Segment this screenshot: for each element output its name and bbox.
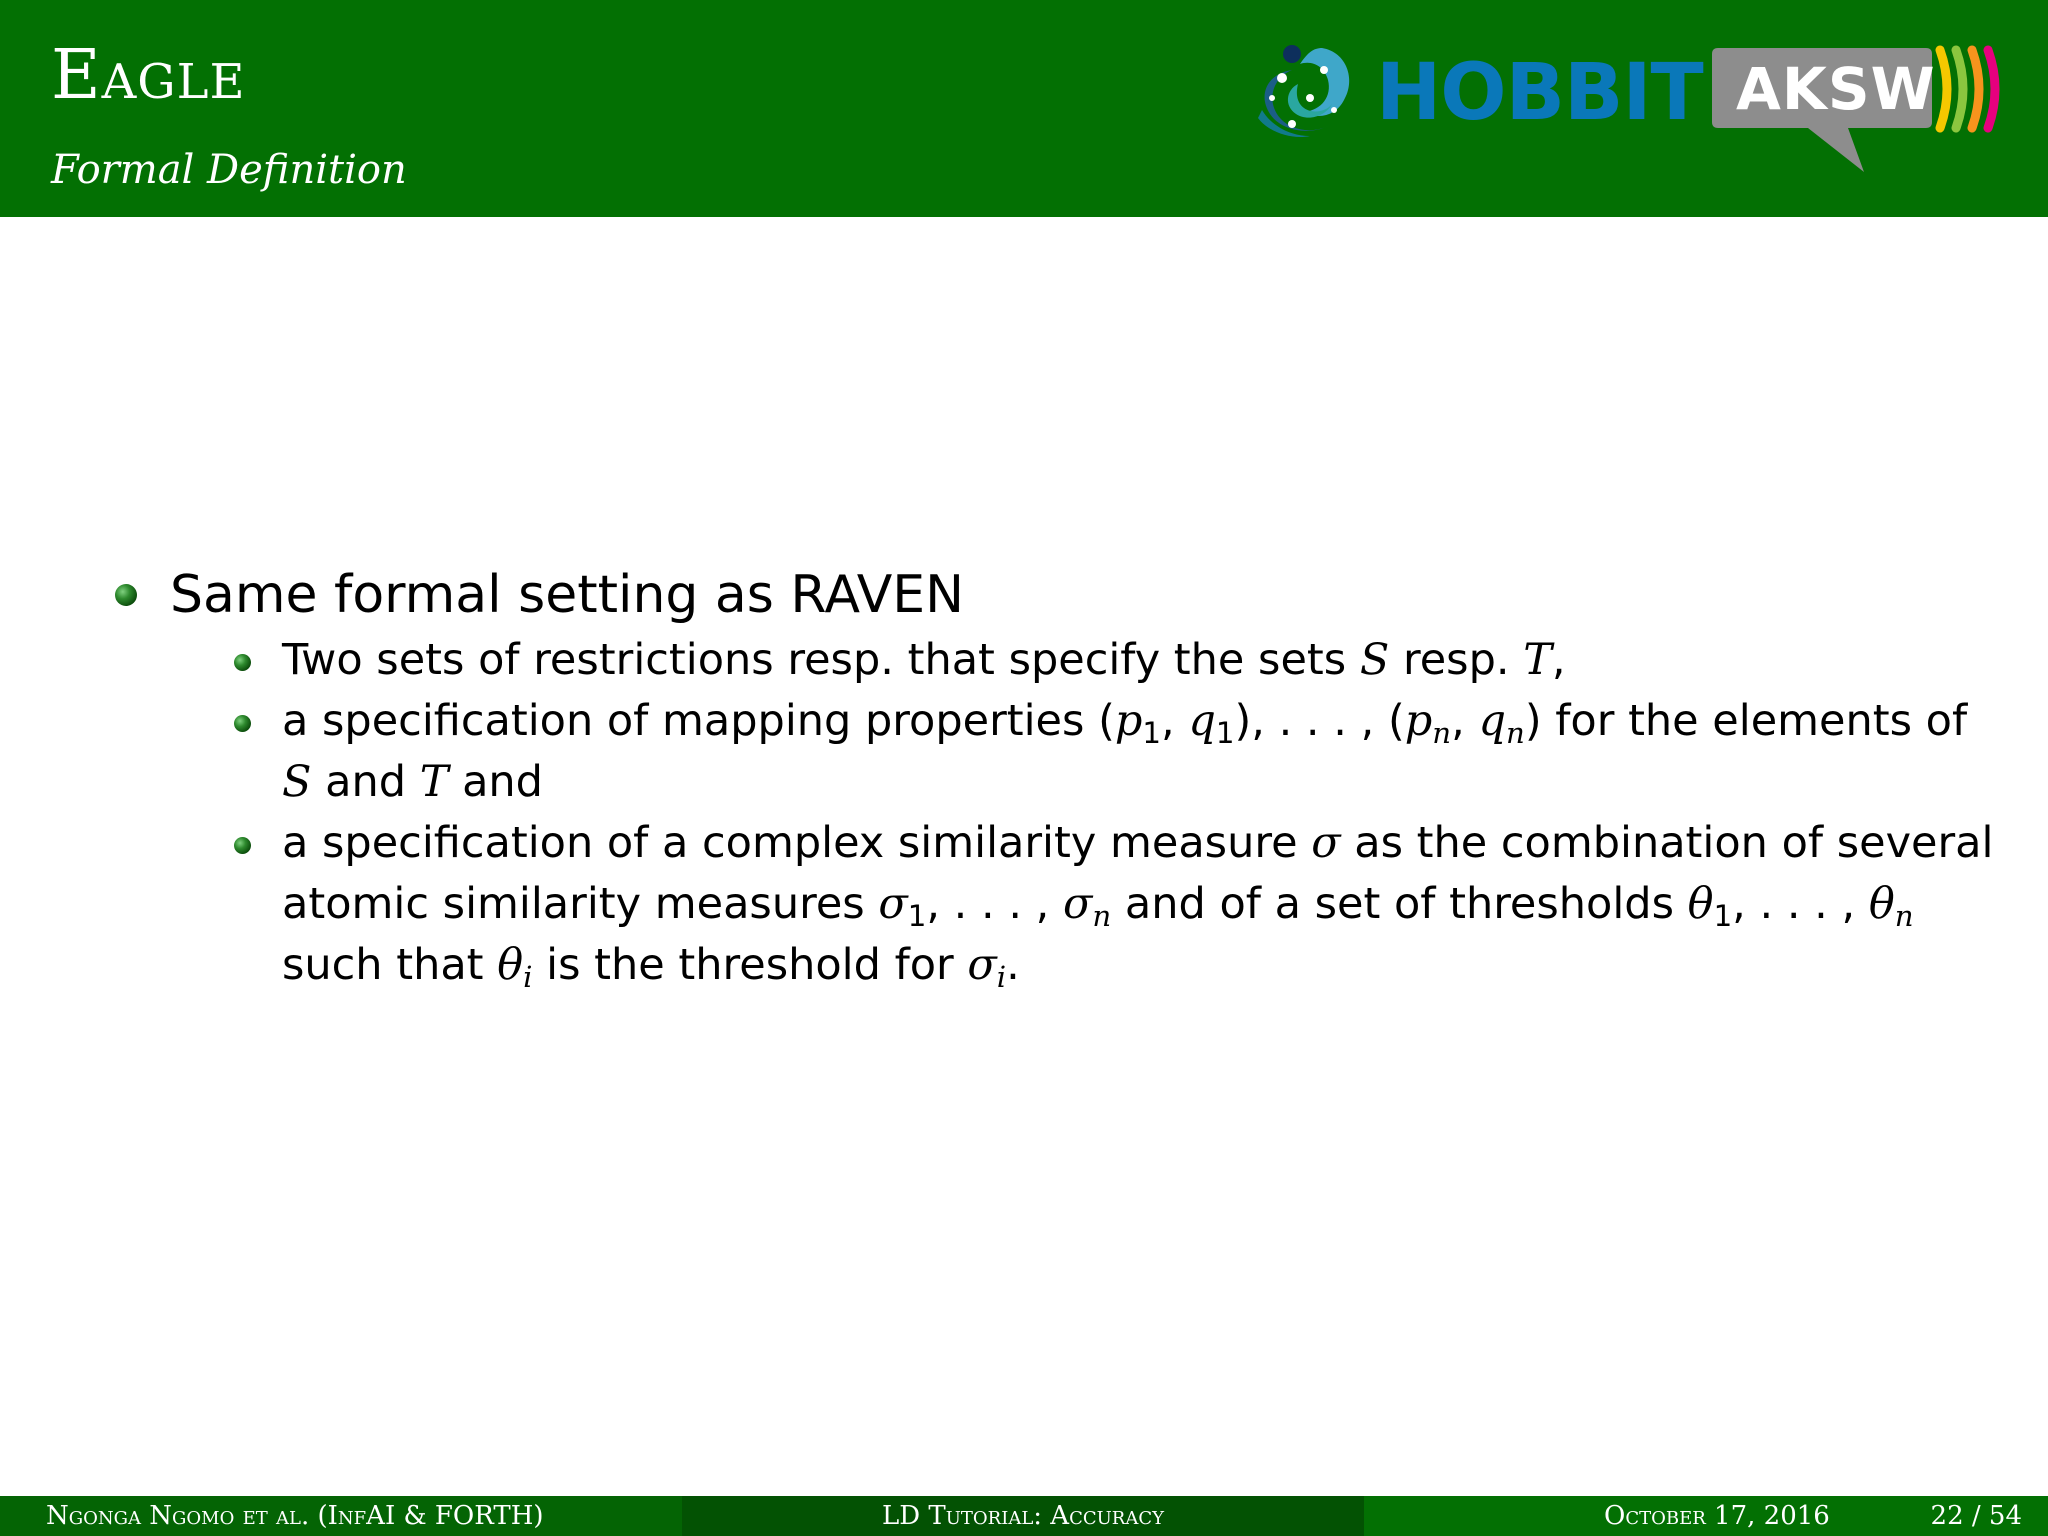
bullet-icon	[234, 654, 251, 671]
sub-bullet-text: a specification of mapping properties ($p_1$, $q_1$), . . . , ($p_n$, $q_n$) for the elements of S and T and	[282, 696, 1968, 807]
frame-subtitle: Formal Definition	[51, 147, 407, 193]
hobbit-swirl-icon	[1252, 40, 1357, 140]
footer-authors	[0, 1496, 682, 1536]
footer-date-page	[1364, 1496, 2048, 1536]
sub-bullet-text: Two sets of restrictions resp. that specify the sets S resp. T,	[282, 635, 1566, 685]
slide-footer	[0, 1496, 2048, 1536]
footer-authors-text: Ngonga Ngomo et al. (InfAI & FORTH)	[46, 1501, 544, 1531]
page-number: 22 / 54	[1930, 1501, 2022, 1531]
bullet-text: Same formal setting as RAVEN	[170, 565, 965, 625]
sub-bullet-text: a specification of a complex similarity measure σ as the combination of several atomic similarity measures $\sigma_1$, . . . , $\sigma_n$ and of a set of thresholds $\theta_1$, . . . , $\theta_n$ such that $\theta_i$ is the threshold for $\sigma_i$.	[282, 818, 1994, 995]
sub-bullet-item	[112, 691, 2002, 813]
sub-bullet-item	[112, 813, 2002, 996]
bullet-icon	[234, 837, 251, 854]
slide-header	[0, 0, 2048, 217]
bullet-icon	[115, 584, 137, 606]
bullet-icon	[234, 715, 251, 732]
aksw-logo	[1708, 44, 2008, 179]
bullet-item	[112, 560, 2002, 630]
aksw-wordmark: AKSW	[1736, 55, 1936, 123]
footer-date: October 17, 2016	[1604, 1501, 1830, 1531]
hobbit-logo	[1252, 40, 1703, 140]
footer-talk-title: LD Tutorial: Accuracy	[682, 1496, 1364, 1536]
slide-content	[112, 560, 2002, 996]
sub-bullet-item	[112, 630, 2002, 691]
sub-bullet-list	[112, 630, 2002, 996]
frame-title: Eagle	[51, 36, 246, 115]
hobbit-wordmark: HOBBIT	[1376, 48, 1703, 138]
